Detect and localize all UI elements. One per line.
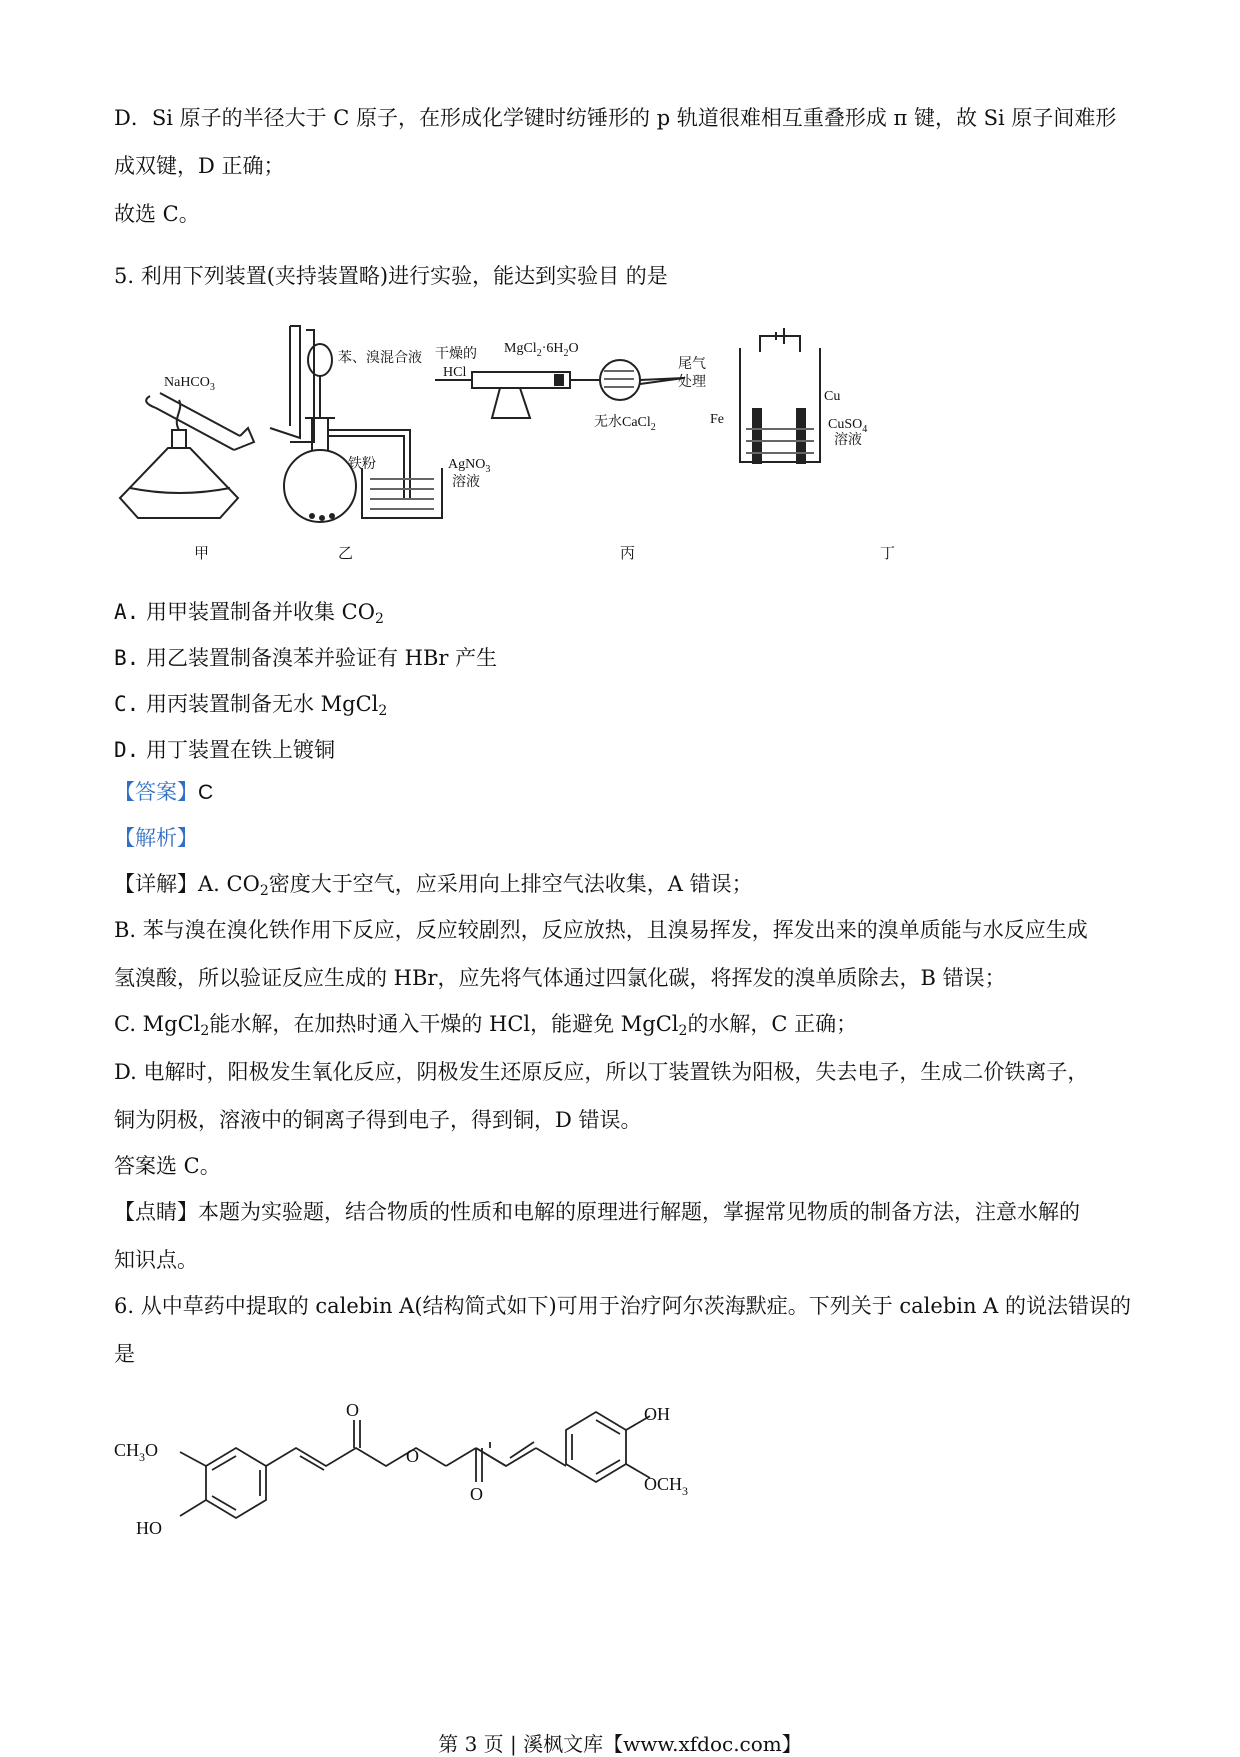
ho-left-group: HO — [136, 1518, 162, 1538]
prev-line-1: D．Si 原子的半径大于 C 原子，在形成化学键时纺锤形的 p 轨道很难相互重叠形成 π 键，故 Si 原子间难形 — [114, 106, 1117, 130]
ding-right-label: Cu — [824, 389, 841, 404]
ester-oxygen: O — [406, 1446, 419, 1466]
och3-group: $OCH_3$ — [644, 1474, 689, 1498]
detail-c: C. MgCl$_2$能水解，在加热时通入干燥的 HCl，能避免 MgCl$_2$的水解，C 正确； — [114, 1012, 858, 1039]
final-answer: 答案选 C。 — [114, 1154, 221, 1178]
answer-line — [114, 778, 213, 807]
bing-gas2-label: HCl — [443, 365, 467, 380]
ding-sol2-label: 溶液 — [834, 433, 862, 448]
q5-apparatus-figure — [100, 318, 1000, 568]
detail-d-1: D. 电解时，阳极发生氧化反应，阴极发生还原反应，所以丁装置铁为阳极，失去电子，生成二价铁离子， — [114, 1060, 1089, 1084]
jia-reagent-label: NaHCO$_3$ — [164, 375, 215, 393]
footer-site: 溪枫文库【www.xfdoc.com】 — [523, 1732, 802, 1756]
yi-funnel-label: 苯、溴混合液 — [338, 351, 422, 366]
option-d: D. 用丁装置在铁上镀铜 — [114, 738, 335, 762]
analysis-tag: 【解析】 — [114, 826, 198, 850]
yi-sol2-label: 溶液 — [452, 475, 480, 490]
ding-sol1-label: CuSO$_4$ — [828, 417, 868, 435]
panel-label-ding: 丁 — [880, 546, 896, 562]
detail-d-2: 铜为阴极，溶液中的铜离子得到电子，得到铜，D 错误。 — [114, 1108, 642, 1132]
prev-line-2: 成双键，D 正确； — [114, 154, 285, 178]
ester-carbonyl-oxygen: O — [470, 1484, 483, 1504]
comment-1: 【点睛】本题为实验题，结合物质的性质和电解的原理进行解题，掌握常见物质的制备方法，注意水解的 — [114, 1200, 1080, 1224]
page-number: 第 3 页 — [438, 1732, 504, 1756]
detail-b-1: B. 苯与溴在溴化铁作用下反应，反应较剧烈，反应放热，且溴易挥发，挥发出来的溴单质能与水反应生成 — [114, 918, 1088, 942]
ch3o-group: $CH_3O$ — [114, 1440, 159, 1464]
bing-gas1-label: 干燥的 — [435, 347, 477, 362]
bing-tail1-label: 尾气 — [678, 357, 706, 372]
answer-value: C — [198, 781, 214, 804]
q6-stem-1: 6. 从中草药中提取的 calebin A(结构简式如下)可用于治疗阿尔茨海默症。下列关于 calebin A 的说法错误的 — [114, 1294, 1132, 1318]
answer-tag: 【答案】 — [114, 780, 198, 804]
page-footer — [0, 1728, 1240, 1757]
yi-sol1-label: AgNO$_3$ — [448, 457, 491, 475]
bing-drier-label: 无水CaCl$_2$ — [594, 415, 656, 433]
prev-conclusion: 故选 C。 — [114, 202, 200, 226]
bing-tail2-label: 处理 — [678, 375, 706, 390]
yi-powder-label: 铁粉 — [348, 457, 376, 472]
option-b: B. 用乙装置制备溴苯并验证有 HBr 产生 — [114, 646, 498, 670]
panel-label-jia: 甲 — [194, 546, 210, 562]
q5-stem: 5. 利用下列装置(夹持装置略)进行实验，能达到实验目 的是 — [114, 264, 668, 288]
ding-left-label: Fe — [710, 412, 724, 427]
footer-separator: | — [503, 1732, 524, 1756]
panel-label-yi: 乙 — [338, 546, 354, 562]
comment-2: 知识点。 — [114, 1248, 198, 1272]
bing-salt-label: $MgCl_2\cdot 6H_2O$ — [504, 341, 579, 359]
calebin-a-structure — [110, 1386, 760, 1566]
oh-right-group: OH — [644, 1404, 670, 1424]
detail-a: 【详解】A. $CO_2$密度大于空气，应采用向上排空气法收集，A 错误； — [114, 872, 753, 899]
option-c: C. 用丙装置制备无水 MgCl$_2$ — [114, 692, 388, 719]
panel-label-bing: 丙 — [620, 546, 636, 562]
option-a: A. 用甲装置制备并收集 $CO_2$ — [114, 600, 384, 627]
detail-b-2: 氢溴酸，所以验证反应生成的 HBr，应先将气体通过四氯化碳，将挥发的溴单质除去，B 错误； — [114, 966, 1006, 990]
ketone-oxygen: O — [346, 1400, 359, 1420]
q6-stem-2: 是 — [114, 1342, 135, 1366]
